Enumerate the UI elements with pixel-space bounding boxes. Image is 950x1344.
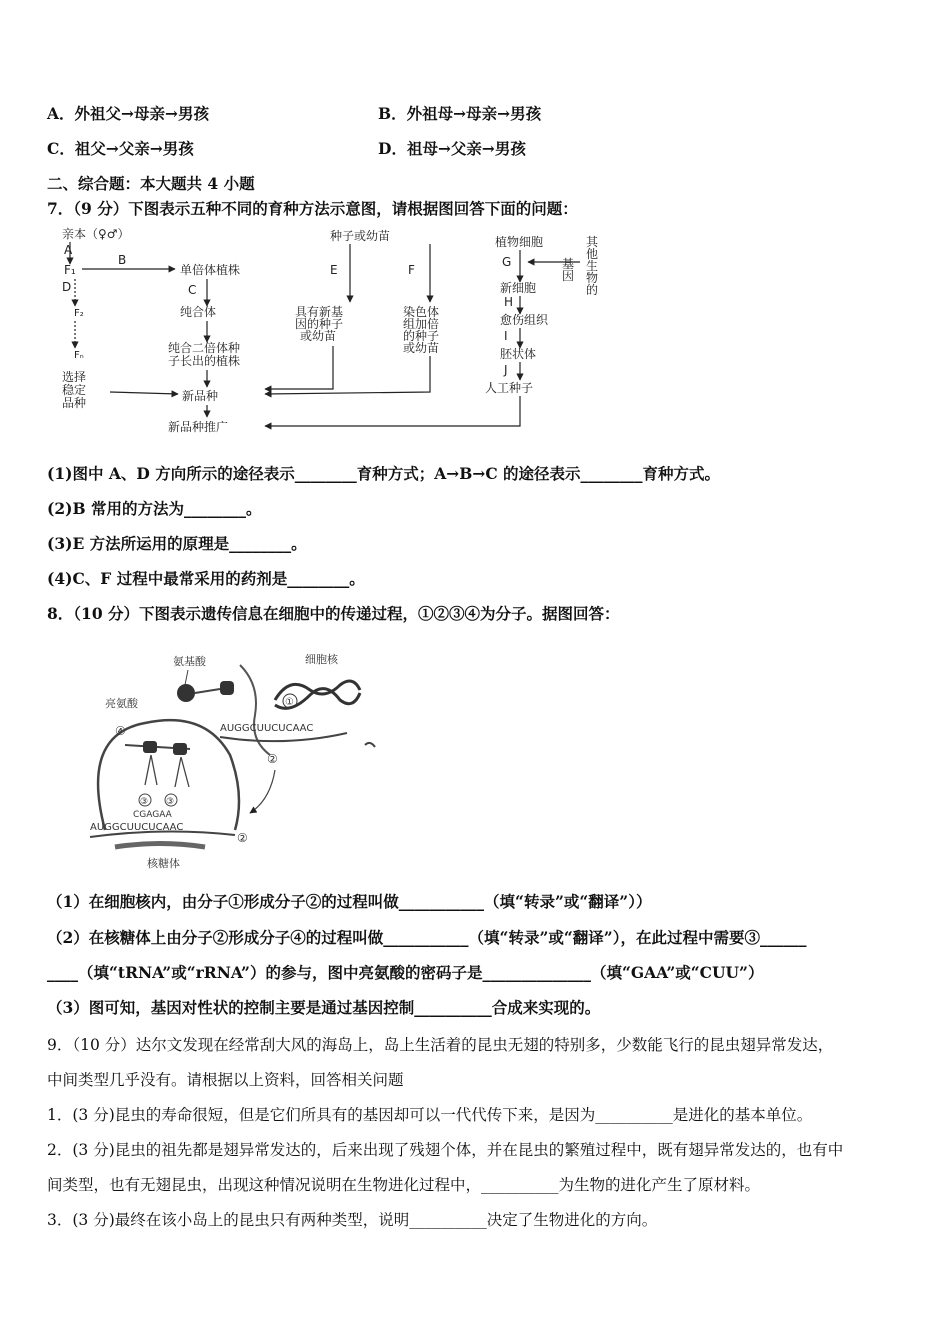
svg-text:生: 生 xyxy=(586,259,599,273)
ribosome-label: 核糖体 xyxy=(147,857,180,870)
mrna-top: AUGGCUUCUCAAC xyxy=(220,723,314,734)
svg-text:具有新基: 具有新基 xyxy=(295,305,344,319)
q8-stem: 8．（10 分）下图表示遗传信息在细胞中的传递过程，①②③④为分子。据图回答： xyxy=(47,604,620,623)
svg-text:愈伤组织: 愈伤组织 xyxy=(500,313,549,327)
q7-sub3: (3)E 方法所运用的原理是________。 xyxy=(47,534,307,553)
option-a: A．外祖父→母亲→男孩 xyxy=(47,104,210,123)
svg-text:的种子: 的种子 xyxy=(403,329,440,343)
svg-text:染色体: 染色体 xyxy=(403,305,440,319)
q8-sub1: （1）在细胞核内，由分子①形成分子②的过程叫做___________（填“转录”或“翻译”）） xyxy=(47,892,652,911)
option-b: B．外祖母→母亲→男孩 xyxy=(378,104,542,123)
label-3a: ③ xyxy=(140,797,149,807)
label-4: ④ xyxy=(115,724,126,738)
label-2b: ② xyxy=(237,831,248,845)
label-e: E xyxy=(330,263,338,277)
amino-acid-label: 氨基酸 xyxy=(173,655,206,668)
q8-sub2a: （2）在核糖体上由分子②形成分子④的过程叫做___________（填“转录”或“翻译”），在此过程中需要③______ xyxy=(47,928,807,947)
seed-label: 种子或幼苗 xyxy=(330,229,391,243)
parent-label: 亲本（♀♂） xyxy=(62,227,130,241)
translation-figure xyxy=(85,645,385,873)
promote-label: 新品种推广 xyxy=(168,420,229,434)
svg-text:他: 他 xyxy=(586,247,599,261)
mrna-bottom: AUGGCUUCUCAAC xyxy=(90,822,184,833)
label-2: ② xyxy=(267,752,278,766)
label-c: C xyxy=(188,283,197,297)
svg-text:胚状体: 胚状体 xyxy=(500,347,537,361)
label-f2: F₂ xyxy=(74,308,84,319)
svg-text:选择: 选择 xyxy=(62,370,87,384)
q9-sub2b: 间类型，也有无翅昆虫，出现这种情况说明在生物进化过程中，__________为生物的进化产生了原材料。 xyxy=(47,1176,761,1194)
svg-text:其: 其 xyxy=(586,235,599,249)
q9-sub1: 1．(3 分)昆虫的寿命很短，但是它们所具有的基因却可以一代代传下来，是因为__________是进化的基本单位。 xyxy=(47,1106,813,1124)
q8-sub2b: ____（填“tRNA”或“rRNA”）的参与，图中亮氨酸的密码子是______________（填“GAA”或“CUU”） xyxy=(47,963,764,982)
option-c: C．祖父→父亲→男孩 xyxy=(47,139,194,158)
label-3b: ③ xyxy=(166,797,175,807)
nucleus-label: 细胞核 xyxy=(305,653,338,666)
svg-text:的: 的 xyxy=(586,283,599,297)
svg-text:稳定: 稳定 xyxy=(62,383,87,397)
svg-text:物: 物 xyxy=(586,271,599,285)
svg-text:或幼苗: 或幼苗 xyxy=(403,341,440,355)
plant-cell-label: 植物细胞 xyxy=(495,235,544,249)
breeding-diagram xyxy=(50,224,610,440)
svg-text:基: 基 xyxy=(562,257,575,271)
anticodons: CGAGAA xyxy=(133,810,172,820)
label-j: J xyxy=(504,363,508,377)
svg-text:因的种子: 因的种子 xyxy=(295,317,344,331)
label-g: G xyxy=(502,255,512,269)
q7-sub4: (4)C、F 过程中最常采用的药剂是________。 xyxy=(47,569,365,588)
svg-text:人工种子: 人工种子 xyxy=(485,381,534,395)
q8-sub3: （3）图可知，基因对性状的控制主要是通过基因控制__________合成来实现的。 xyxy=(47,998,601,1017)
svg-text:因: 因 xyxy=(562,269,575,283)
new-variety-label: 新品种 xyxy=(182,389,219,403)
q7-sub1: (1)图中 A、D 方向所示的途径表示________育种方式；A→B→C 的途径表示________育种方式。 xyxy=(47,464,721,483)
section-heading: 二、综合题：本大题共 4 小题 xyxy=(47,174,255,193)
q9-stem-1: 9．（10 分）达尔文发现在经常刮大风的海岛上，岛上生活着的昆虫无翅的特别多，少数能飞行的昆虫翅异常发达， xyxy=(47,1036,834,1054)
pure-label: 纯合体 xyxy=(180,305,217,319)
q7-sub2: (2)B 常用的方法为________。 xyxy=(47,499,262,518)
svg-text:组加倍: 组加倍 xyxy=(403,317,440,331)
svg-text:子长出的植株: 子长出的植株 xyxy=(168,354,241,368)
svg-text:纯合二倍体种: 纯合二倍体种 xyxy=(168,341,241,355)
svg-text:或幼苗: 或幼苗 xyxy=(300,329,337,343)
q9-sub3: 3．(3 分)最终在该小岛上的昆虫只有两种类型，说明__________决定了生物进化的方向。 xyxy=(47,1211,658,1229)
label-fn: Fₙ xyxy=(74,350,84,361)
label-f: F xyxy=(408,263,415,277)
label-d: D xyxy=(62,280,72,294)
leucine-label: 亮氨酸 xyxy=(105,697,138,710)
label-a: A xyxy=(64,243,73,257)
label-b: B xyxy=(118,253,127,267)
q9-stem-2: 中间类型几乎没有。请根据以上资料，回答相关问题 xyxy=(47,1071,404,1089)
svg-text:新细胞: 新细胞 xyxy=(500,281,537,295)
q7-stem: 7．（9 分）下图表示五种不同的育种方法示意图，请根据图回答下面的问题： xyxy=(47,199,578,218)
q9-sub2a: 2．(3 分)昆虫的祖先都是翅异常发达的，后来出现了残翅个体，并在昆虫的繁殖过程中，既有翅异常发达的，也有中 xyxy=(47,1141,844,1159)
label-1: ① xyxy=(285,697,294,708)
option-d: D．祖母→父亲→男孩 xyxy=(378,139,526,158)
label-f1: F₁ xyxy=(64,263,76,277)
haploid-label: 单倍体植株 xyxy=(180,263,241,277)
label-h: H xyxy=(504,295,514,309)
svg-text:品种: 品种 xyxy=(62,396,87,410)
label-i: I xyxy=(504,329,508,343)
